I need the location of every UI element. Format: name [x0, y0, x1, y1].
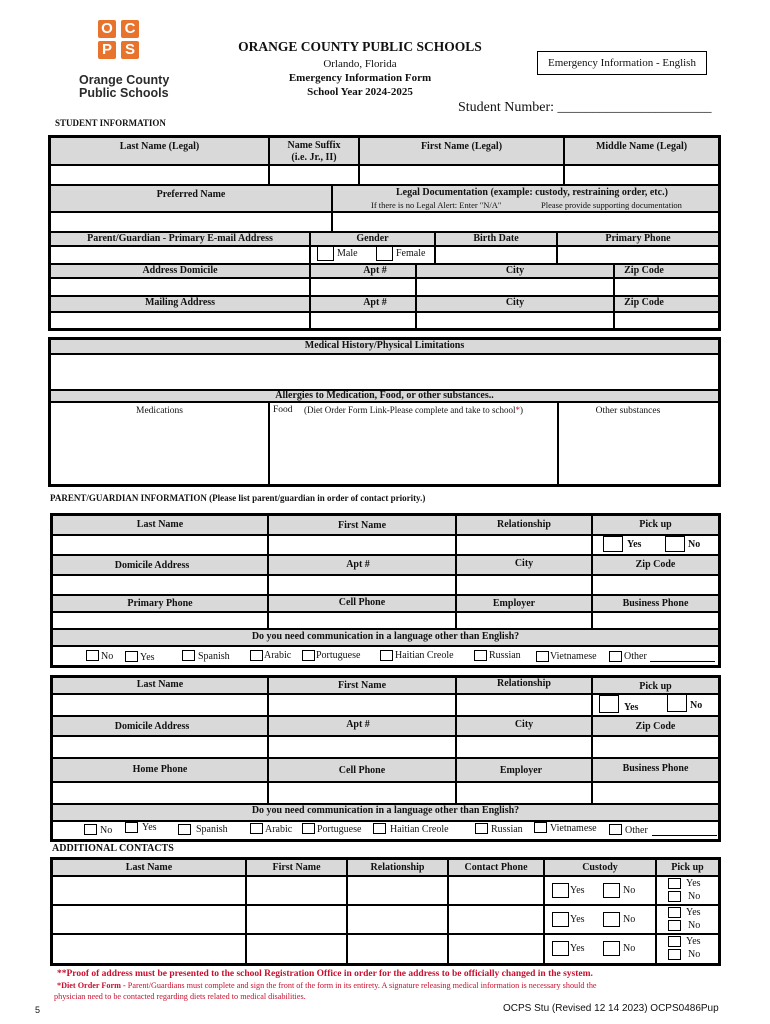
p1-label-first-name: First Name: [337, 520, 387, 531]
p1-label-city: City: [514, 558, 534, 569]
first-name-input[interactable]: [359, 165, 564, 185]
p1-cell-phone-input[interactable]: [268, 612, 456, 629]
proof-of-address-note: **Proof of address must be presented to the school Registration Office in order for the address to be officially changed in the system.: [57, 969, 593, 979]
label-preferred-name: Preferred Name: [156, 189, 226, 200]
p1-label-pickup: Pick up: [639, 519, 672, 530]
ac-label-relationship: Relationship: [370, 862, 425, 873]
ac2-first-name-input[interactable]: [246, 905, 347, 934]
p1-lang-russian-label: Russian: [489, 650, 521, 661]
p1-lang-vietnamese-checkbox[interactable]: [536, 651, 549, 662]
p2-label-city: City: [514, 719, 534, 730]
p1-last-name-input[interactable]: [52, 535, 268, 555]
p2-label-home-phone: Home Phone: [132, 764, 188, 775]
ac2-custody-no-checkbox[interactable]: [603, 912, 620, 927]
p1-primary-phone-input[interactable]: [52, 612, 268, 629]
p1-lang-haitian-label: Haitian Creole: [395, 650, 454, 661]
city-input[interactable]: [416, 278, 614, 296]
logo-letter-s: S: [121, 41, 139, 59]
ac2-last-name-input[interactable]: [52, 905, 246, 934]
diet-order-note-line2: physician need to be contacted regarding diets related to medical disabilities.: [54, 992, 306, 1001]
label-last-name-legal: Last Name (Legal): [119, 141, 200, 152]
label-name-suffix-example: (i.e. Jr., II): [291, 152, 337, 163]
p1-employer-input[interactable]: [456, 612, 592, 629]
ac1-pickup-no-label: No: [688, 891, 701, 902]
p2-lang-vietnamese-label: Vietnamese: [550, 823, 597, 834]
p2-lang-yes-label: Yes: [142, 822, 157, 833]
label-name-suffix: Name Suffix: [287, 140, 341, 151]
ac-label-custody: Custody: [582, 862, 618, 873]
additional-section-title: ADDITIONAL CONTACTS: [52, 843, 174, 854]
logo-letter-c: C: [121, 20, 139, 38]
p2-employer-input[interactable]: [456, 782, 592, 804]
ac1-custody-yes-checkbox[interactable]: [552, 883, 569, 898]
p1-lang-no-checkbox[interactable]: [86, 650, 99, 661]
p2-label-relationship: Relationship: [497, 678, 551, 689]
ac3-pickup-yes-label: Yes: [686, 936, 701, 947]
ac2-custody-no-label: No: [623, 914, 636, 925]
ac3-custody-no-checkbox[interactable]: [603, 941, 620, 956]
form-name: Emergency Information Form: [288, 72, 432, 84]
p2-home-phone-input[interactable]: [52, 782, 268, 804]
p1-label-primary-phone: Primary Phone: [127, 598, 193, 609]
p1-lang-vietnamese-label: Vietnamese: [550, 651, 597, 662]
diet-order-link[interactable]: [304, 405, 523, 415]
p1-zip-input[interactable]: [592, 575, 719, 595]
parent-email-input[interactable]: [50, 246, 310, 264]
p1-label-apt: Apt #: [346, 559, 370, 570]
legal-documentation-input[interactable]: [332, 212, 719, 232]
p1-relationship-input[interactable]: [456, 535, 592, 555]
ac2-pickup-no-checkbox[interactable]: [668, 920, 681, 931]
ac3-last-name-input[interactable]: [52, 934, 246, 964]
gender-female-checkbox[interactable]: [376, 246, 393, 261]
diet-order-star: *: [515, 405, 520, 415]
ac2-pickup-no-label: No: [688, 920, 701, 931]
ac1-relationship-input[interactable]: [347, 876, 448, 905]
p1-city-input[interactable]: [456, 575, 592, 595]
p1-label-business-phone: Business Phone: [622, 598, 689, 609]
ac1-custody-yes-label: Yes: [570, 885, 585, 896]
student-section-title: STUDENT INFORMATION: [55, 118, 166, 128]
p1-first-name-input[interactable]: [268, 535, 456, 555]
diet-order-note: [57, 981, 597, 990]
p2-cell-phone-input[interactable]: [268, 782, 456, 804]
p2-language-question: Do you need communication in a language other than English?: [251, 805, 520, 816]
page-title: ORANGE COUNTY PUBLIC SCHOOLS: [238, 39, 482, 54]
p1-lang-spanish-checkbox[interactable]: [182, 650, 195, 661]
ac2-relationship-input[interactable]: [347, 905, 448, 934]
p1-language-question: Do you need communication in a language other than English?: [251, 631, 520, 642]
ac-label-first-name: First Name: [272, 862, 321, 873]
p2-business-phone-input[interactable]: [592, 782, 719, 804]
apt-input[interactable]: [310, 278, 416, 296]
ac1-first-name-input[interactable]: [246, 876, 347, 905]
label-food: Food: [273, 405, 293, 415]
p2-lang-no-checkbox[interactable]: [84, 824, 97, 835]
last-name-input[interactable]: [50, 165, 269, 185]
label-city: City: [505, 265, 525, 276]
p2-lang-other-checkbox[interactable]: [609, 824, 622, 835]
ac-label-pickup: Pick up: [671, 862, 704, 873]
label-middle-name-legal: Middle Name (Legal): [595, 141, 688, 152]
ac1-last-name-input[interactable]: [52, 876, 246, 905]
ac-label-last-name: Last Name: [125, 862, 173, 873]
ac3-pickup-no-label: No: [688, 949, 701, 960]
label-zip: Zip Code: [624, 265, 664, 276]
ac1-contact-phone-input[interactable]: [448, 876, 544, 905]
ac2-custody-yes-checkbox[interactable]: [552, 912, 569, 927]
p2-lang-portuguese-checkbox[interactable]: [302, 823, 315, 834]
label-mailing-address: Mailing Address: [144, 297, 216, 308]
ac1-custody-no-checkbox[interactable]: [603, 883, 620, 898]
label-medical-history: Medical History/Physical Limitations: [304, 340, 465, 351]
p1-label-pickup-no: No: [688, 539, 701, 550]
label-address-domicile: Address Domicile: [142, 265, 218, 276]
p1-apt-input[interactable]: [268, 575, 456, 595]
p2-lang-vietnamese-checkbox[interactable]: [534, 822, 547, 833]
p2-zip-input[interactable]: [592, 736, 719, 758]
p1-domicile-input[interactable]: [52, 575, 268, 595]
p2-lang-yes-checkbox[interactable]: [125, 822, 138, 833]
p2-lang-spanish-checkbox[interactable]: [178, 824, 191, 835]
label-parent-email: Parent/Guardian - Primary E-mail Address: [87, 233, 273, 244]
ac3-custody-no-label: No: [623, 943, 636, 954]
gender-male-checkbox[interactable]: [317, 246, 334, 261]
p2-lang-other-line[interactable]: [652, 835, 717, 836]
diet-order-note-title: *Diet Order Form -: [57, 981, 126, 990]
name-suffix-input[interactable]: [269, 165, 359, 185]
legal-doc-support-note: Please provide supporting documentation: [541, 200, 682, 210]
p1-lang-arabic-label: Arabic: [264, 650, 292, 661]
p1-pickup-no-checkbox[interactable]: [665, 536, 685, 552]
p2-apt-input[interactable]: [268, 736, 456, 758]
p2-label-last-name: Last Name: [136, 679, 184, 690]
p2-label-apt: Apt #: [346, 719, 370, 730]
p2-label-zip: Zip Code: [635, 721, 676, 732]
language-box: Emergency Information - English: [537, 51, 707, 75]
label-mailing-zip: Zip Code: [624, 297, 664, 308]
p1-lang-russian-checkbox[interactable]: [474, 650, 487, 661]
ac1-custody-no-label: No: [623, 885, 636, 896]
label-birth-date: Birth Date: [473, 233, 519, 244]
p2-lang-arabic-checkbox[interactable]: [250, 823, 263, 834]
page-number: 5: [35, 1005, 41, 1015]
diet-order-link-text: (Diet Order Form Link-Please complete and take to school: [304, 405, 516, 415]
p2-lang-haitian-label: Haitian Creole: [390, 824, 449, 835]
logo-letter-o: O: [98, 20, 116, 38]
ac3-contact-phone-input[interactable]: [448, 934, 544, 964]
ac2-pickup-yes-label: Yes: [686, 907, 701, 918]
p1-lang-other-label: Other: [624, 651, 647, 662]
ac3-relationship-input[interactable]: [347, 934, 448, 964]
label-mailing-city: City: [505, 297, 525, 308]
p1-lang-haitian-checkbox[interactable]: [380, 650, 393, 661]
logo-text-line1: Orange County: [79, 73, 170, 87]
p1-label-employer: Employer: [492, 598, 536, 609]
diet-order-close: ): [519, 405, 523, 415]
city-line: Orlando, Florida: [323, 58, 397, 70]
address-domicile-input[interactable]: [50, 278, 310, 296]
mailing-zip-input[interactable]: [614, 312, 719, 329]
p2-lang-russian-label: Russian: [491, 824, 523, 835]
p1-lang-yes-label: Yes: [140, 652, 155, 663]
p2-label-first-name: First Name: [337, 680, 387, 691]
label-other-substances: Other substances: [595, 406, 661, 416]
label-apt: Apt #: [363, 265, 387, 276]
ac3-first-name-input[interactable]: [246, 934, 347, 964]
p2-label-business-phone: Business Phone: [622, 763, 689, 774]
p2-last-name-input[interactable]: [52, 694, 268, 716]
p1-label-pickup-yes: Yes: [627, 539, 642, 550]
label-medications: Medications: [136, 406, 183, 416]
p1-label-domicile: Domicile Address: [114, 560, 190, 571]
parent-section-title: PARENT/GUARDIAN INFORMATION (Please list parent/guardian in order of contact priority.): [50, 493, 426, 503]
p2-label-pickup-yes: Yes: [624, 702, 639, 713]
p1-lang-yes-checkbox[interactable]: [125, 651, 138, 662]
form-code: OCPS Stu (Revised 12 14 2023) OCPS0486Pup: [503, 1003, 719, 1014]
p1-label-cell-phone: Cell Phone: [338, 597, 386, 608]
ac2-contact-phone-input[interactable]: [448, 905, 544, 934]
ac3-pickup-yes-checkbox[interactable]: [668, 936, 681, 947]
label-mailing-apt: Apt #: [363, 297, 387, 308]
p2-lang-haitian-checkbox[interactable]: [373, 823, 386, 834]
ac3-pickup-no-checkbox[interactable]: [668, 949, 681, 960]
p1-lang-other-checkbox[interactable]: [609, 651, 622, 662]
label-allergies: Allergies to Medication, Food, or other substances..: [275, 390, 494, 401]
medical-history-input[interactable]: [50, 354, 719, 390]
p2-lang-spanish-label: Spanish: [196, 824, 228, 835]
ac1-pickup-no-checkbox[interactable]: [668, 891, 681, 902]
student-number-field[interactable]: Student Number: ______________________: [458, 100, 712, 115]
p2-lang-arabic-label: Arabic: [265, 824, 293, 835]
legal-doc-na-note: If there is no Legal Alert: Enter "N/A": [371, 200, 502, 210]
p2-label-pickup: Pick up: [639, 681, 672, 692]
p2-label-pickup-no: No: [690, 700, 703, 711]
p1-lang-other-line[interactable]: [650, 661, 715, 662]
ac3-custody-yes-label: Yes: [570, 943, 585, 954]
p2-relationship-input[interactable]: [456, 694, 592, 716]
p2-pickup-no-checkbox[interactable]: [667, 694, 687, 712]
preferred-name-input[interactable]: [50, 212, 332, 232]
mailing-apt-input[interactable]: [310, 312, 416, 329]
p2-label-cell-phone: Cell Phone: [338, 765, 386, 776]
p1-lang-spanish-label: Spanish: [198, 651, 230, 662]
logo-text-line2: Public Schools: [79, 86, 169, 100]
p2-city-input[interactable]: [456, 736, 592, 758]
label-first-name-legal: First Name (Legal): [420, 141, 503, 152]
p2-label-domicile: Domicile Address: [114, 721, 190, 732]
ac2-pickup-yes-checkbox[interactable]: [668, 907, 681, 918]
ac-label-contact-phone: Contact Phone: [464, 862, 528, 873]
p1-pickup-yes-checkbox[interactable]: [603, 536, 623, 552]
label-female: Female: [396, 248, 426, 259]
p2-first-name-input[interactable]: [268, 694, 456, 716]
school-year: School Year 2024-2025: [307, 86, 413, 98]
mailing-address-input[interactable]: [50, 312, 310, 329]
ac1-pickup-yes-checkbox[interactable]: [668, 878, 681, 889]
p1-lang-arabic-checkbox[interactable]: [250, 650, 263, 661]
label-male: Male: [337, 248, 358, 259]
logo-letter-p: P: [98, 41, 116, 59]
p1-business-phone-input[interactable]: [592, 612, 719, 629]
p2-lang-no-label: No: [100, 825, 113, 836]
ac3-custody-yes-checkbox[interactable]: [552, 941, 569, 956]
ac1-pickup-yes-label: Yes: [686, 878, 701, 889]
p2-domicile-input[interactable]: [52, 736, 268, 758]
p1-label-last-name: Last Name: [136, 519, 184, 530]
label-primary-phone: Primary Phone: [605, 233, 671, 244]
p2-pickup-yes-checkbox[interactable]: [599, 695, 619, 713]
label-gender: Gender: [356, 233, 389, 244]
p1-lang-portuguese-label: Portuguese: [316, 650, 361, 661]
p2-lang-russian-checkbox[interactable]: [475, 823, 488, 834]
p2-lang-portuguese-label: Portuguese: [317, 824, 362, 835]
p1-lang-portuguese-checkbox[interactable]: [302, 650, 315, 661]
birth-date-input[interactable]: [435, 246, 557, 264]
diet-order-note-text: Parent/Guardians must complete and sign the front of the form in its entirety. A signature releasing medical information is necessary should the: [125, 981, 597, 990]
p2-lang-other-label: Other: [625, 825, 648, 836]
middle-name-input[interactable]: [564, 165, 719, 185]
p1-lang-no-label: No: [101, 651, 114, 662]
p2-label-employer: Employer: [499, 765, 543, 776]
mailing-city-input[interactable]: [416, 312, 614, 329]
ac2-custody-yes-label: Yes: [570, 914, 585, 925]
p1-label-zip: Zip Code: [635, 559, 676, 570]
primary-phone-input[interactable]: [557, 246, 719, 264]
p1-label-relationship: Relationship: [497, 519, 551, 530]
zip-input[interactable]: [614, 278, 719, 296]
label-legal-documentation: Legal Documentation (example: custody, restraining order, etc.): [396, 187, 668, 198]
